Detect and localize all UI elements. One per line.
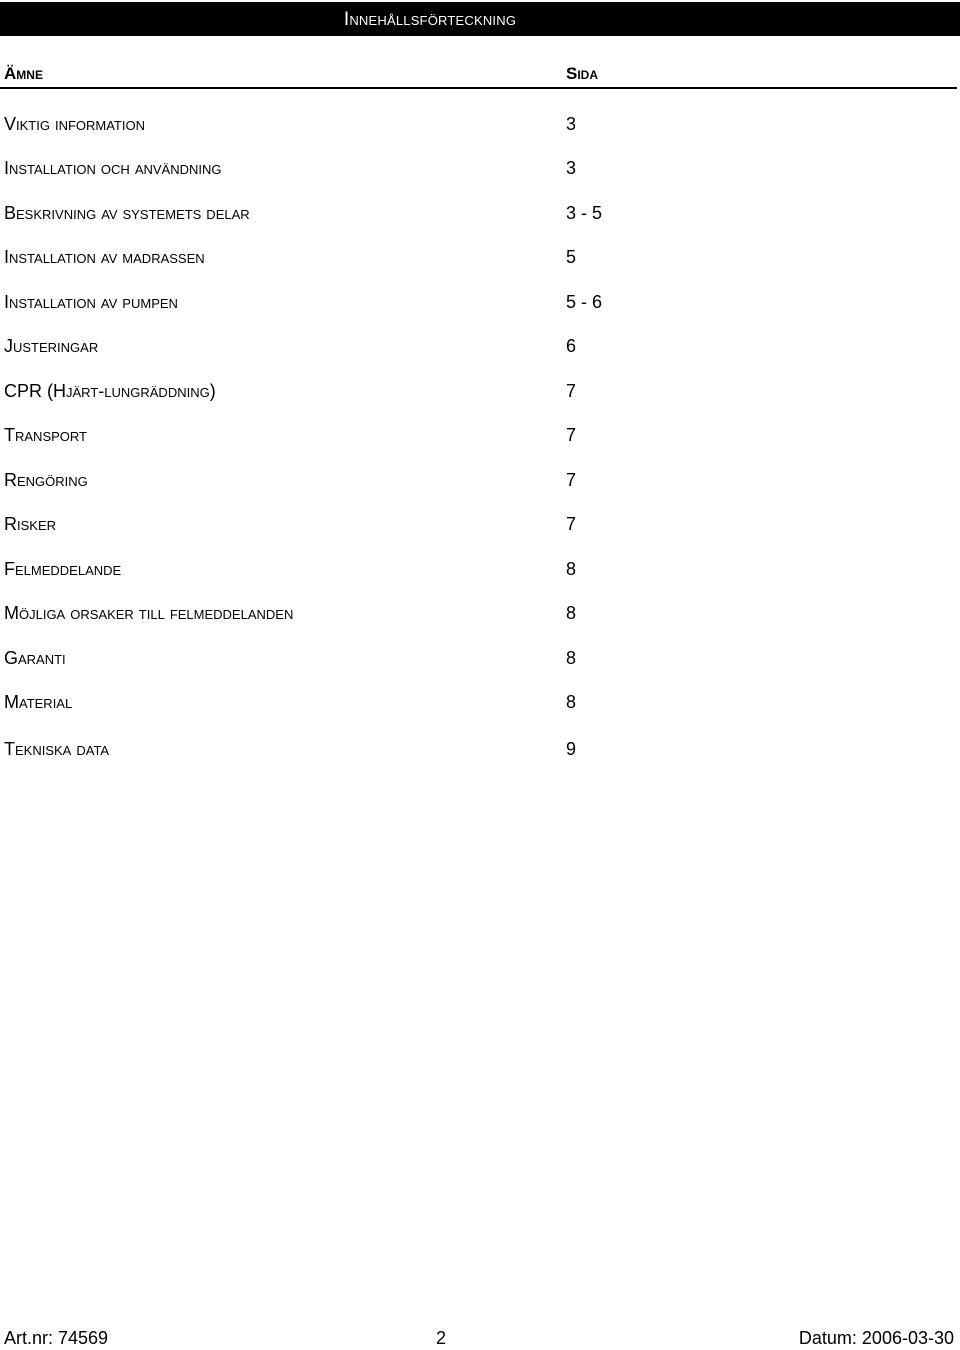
toc-topic: Justeringar — [4, 336, 99, 356]
toc-page: 3 — [566, 114, 577, 134]
toc-entry-viktig-information[interactable] — [0, 114, 960, 144]
toc-entry-tekniska-data[interactable] — [0, 739, 960, 769]
toc-entry-justeringar[interactable] — [0, 336, 960, 366]
toc-topic: Risker — [4, 514, 57, 534]
toc-topic: Rengöring — [4, 470, 88, 490]
toc-entry-felmeddelande[interactable] — [0, 559, 960, 589]
toc-entry-beskrivning[interactable] — [0, 203, 960, 233]
toc-topic: Material — [4, 692, 73, 712]
toc-entry-installation-pumpen[interactable] — [0, 292, 960, 322]
toc-topic: Viktig information — [4, 114, 145, 134]
toc-entry-rengoring[interactable] — [0, 470, 960, 500]
toc-entry-risker[interactable] — [0, 514, 960, 544]
toc-entry-cpr[interactable] — [0, 381, 960, 411]
toc-page: 5 — [566, 247, 577, 267]
toc-topic: Garanti — [4, 648, 66, 668]
toc-entry-installation-madrassen[interactable] — [0, 247, 960, 277]
toc-topic: Tekniska data — [4, 739, 110, 759]
toc-page: 5 - 6 — [566, 292, 603, 312]
toc-entry-garanti[interactable] — [0, 648, 960, 678]
page-number: 2 — [436, 1328, 447, 1348]
column-header-topic: Ämne — [4, 64, 43, 83]
toc-page: 6 — [566, 336, 577, 356]
article-number: Art.nr: 74569 — [4, 1328, 109, 1348]
toc-page: 8 — [566, 603, 577, 623]
toc-page: 7 — [566, 381, 577, 401]
column-header-page: Sida — [566, 64, 599, 83]
toc-page: 8 — [566, 692, 577, 712]
toc-page: 3 - 5 — [566, 203, 603, 223]
toc-topic: CPR (Hjärt-lungräddning) — [4, 381, 216, 401]
toc-entry-mojliga-orsaker[interactable] — [0, 603, 960, 633]
toc-topic: Installation av madrassen — [4, 247, 205, 267]
toc-topic: Beskrivning av systemets delar — [4, 203, 250, 223]
document-date: Datum: 2006-03-30 — [798, 1328, 954, 1348]
toc-page: 7 — [566, 425, 577, 445]
toc-page: 7 — [566, 514, 577, 534]
page-title: Innehållsförteckning — [343, 9, 517, 30]
toc-entry-transport[interactable] — [0, 425, 960, 455]
toc-topic: Möjliga orsaker till felmeddelanden — [4, 603, 294, 623]
toc-topic: Installation och användning — [4, 158, 222, 178]
toc-page: 8 — [566, 648, 577, 668]
toc-topic: Transport — [4, 425, 87, 445]
toc-page: 7 — [566, 470, 577, 490]
toc-entry-installation-och-anvandning[interactable] — [0, 158, 960, 188]
toc-entry-material[interactable] — [0, 692, 960, 722]
toc-page: 8 — [566, 559, 577, 579]
toc-topic: Felmeddelande — [4, 559, 122, 579]
toc-page: 9 — [566, 739, 577, 759]
toc-page: 3 — [566, 158, 577, 178]
toc-topic: Installation av pumpen — [4, 292, 178, 312]
